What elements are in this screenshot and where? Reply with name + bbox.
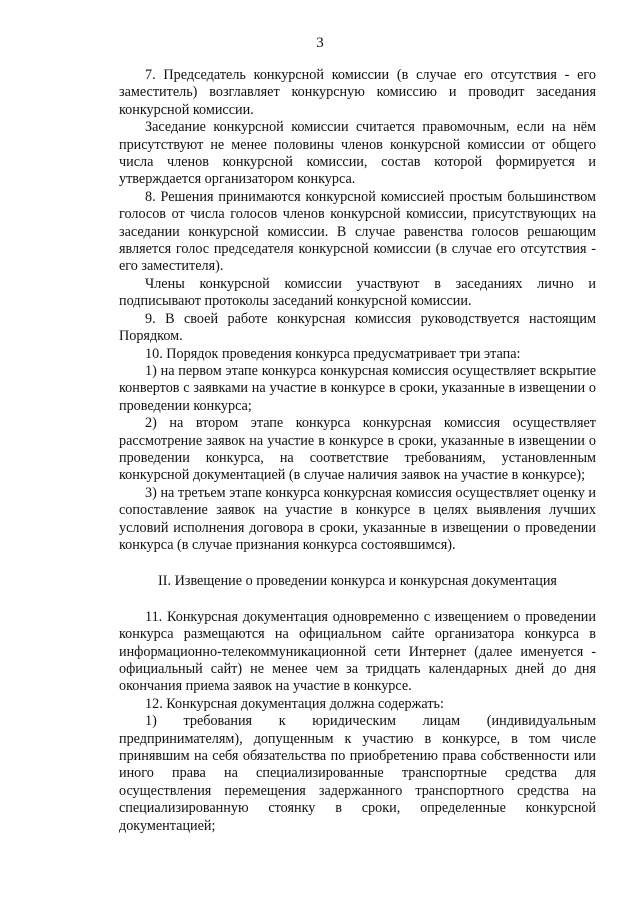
paragraph-7: 7. Председатель конкурсной комиссии (в случае его отсутствия - его заместитель) возглавляет конкурсную комиссию и проводит заседания конкурсной комиссии. [119, 67, 596, 118]
document-body [119, 67, 596, 835]
paragraph-9: 9. В своей работе конкурсная комиссия руководствуется настоящим Порядком. [119, 310, 596, 345]
page-number: 3 [316, 35, 324, 51]
list-item-requirements-1: 1) требования к юридическим лицам (индивидуальным предпринимателям), допущенным к участию в конкурсе, в том числе принявшим на себя обязательства по приобретению права собственности или иного права на специализированные транспортные средства для осуществления перемещения задержанного транспортного средства на специализированную стоянку в сроки, определенные конкурсной документацией; [119, 713, 596, 834]
paragraph-11: 11. Конкурсная документация одновременно с извещением о проведении конкурса размещаются на официальном сайте организатора конкурса в информационно-телекоммуникационной сети Интернет (далее именуется - официальный сайт) не менее чем за тридцать календарных дней до дня окончания приема заявок на участие в конкурсе. [119, 608, 596, 695]
list-item-stage-2: 2) на втором этапе конкурса конкурсная комиссия осуществляет рассмотрение заявок на участие в конкурсе в сроки, указанные в извещении о проведении конкурса, на соответствие требованиям, установленным конкурсной документацией (в случае наличия заявок на участие в конкурсе); [119, 415, 596, 484]
paragraph-8: 8. Решения принимаются конкурсной комиссией простым большинством голосов от числа голосов членов конкурсной комиссии, присутствующих на заседании конкурсной комиссии. В случае равенства голосов решающим является голос председателя конкурсной комиссии (в случае его отсутствия - его заместителя). [119, 188, 596, 275]
list-item-stage-1: 1) на первом этапе конкурса конкурсная комиссия осуществляет вскрытие конвертов с заявками на участие в конкурсе в сроки, указанные в извещении о проведении конкурса; [119, 362, 596, 414]
paragraph-quorum: Заседание конкурсной комиссии считается правомочным, если на нём присутствуют не менее половины членов конкурсной комиссии от общего числа членов конкурсной комиссии, состав которой формируется и утверждается организатором конкурса. [119, 119, 596, 188]
paragraph-10: 10. Порядок проведения конкурса предусматривает три этапа: [145, 345, 521, 362]
paragraph-12: 12. Конкурсная документация должна содержать: [145, 695, 444, 712]
section-heading: II. Извещение о проведении конкурса и конкурсная документация [158, 573, 557, 590]
paragraph-members: Члены конкурсной комиссии участвуют в заседаниях лично и подписывают протоколы заседаний конкурсной комиссии. [119, 275, 596, 310]
list-item-stage-3: 3) на третьем этапе конкурса конкурсная комиссия осуществляет оценку и сопоставление заявок на участие в конкурсе в целях выявления лучших условий исполнения договора в сроки, указанные в извещении о проведении конкурса (в случае признания конкурса состоявшимся). [119, 484, 596, 553]
